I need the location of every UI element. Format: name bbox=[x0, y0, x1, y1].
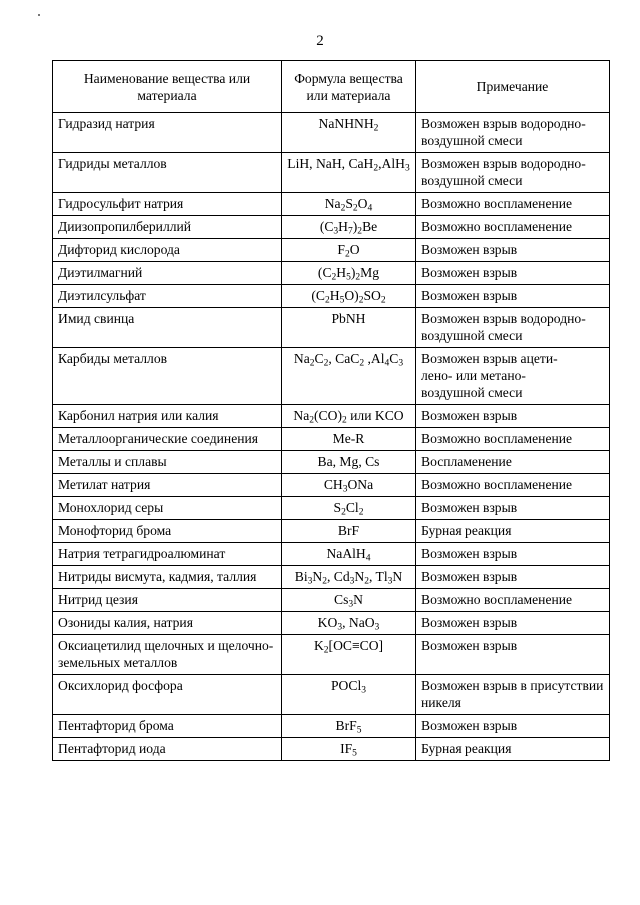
header-name: Наименование вещества или материала bbox=[53, 61, 282, 113]
substance-note: Возможно воспламенение bbox=[416, 474, 610, 497]
formula-text: C bbox=[389, 351, 399, 366]
formula-text: N bbox=[354, 569, 365, 584]
substance-note: Возможен взрыв bbox=[416, 239, 610, 262]
table-row bbox=[53, 113, 610, 153]
table-row bbox=[53, 675, 610, 715]
substance-name: Диизопропилбериллий bbox=[53, 216, 282, 239]
formula-subscript: 4 bbox=[367, 203, 373, 214]
substance-note: Возможен взрыв водородно-воздушной смеси bbox=[416, 308, 610, 348]
substance-formula bbox=[282, 543, 416, 566]
substance-note: Возможен взрыв bbox=[416, 566, 610, 589]
substance-note: Возможен взрыв bbox=[416, 543, 610, 566]
scan-speck bbox=[38, 14, 40, 16]
substance-formula bbox=[282, 715, 416, 738]
substance-name: Нитриды висмута, кадмия, таллия bbox=[53, 566, 282, 589]
substance-name: Гидросульфит натрия bbox=[53, 193, 282, 216]
formula-text: (C bbox=[319, 219, 334, 234]
substance-formula bbox=[282, 262, 416, 285]
substance-name: Металлы и сплавы bbox=[53, 451, 282, 474]
formula-subscript: 2 bbox=[373, 123, 379, 134]
substance-name: Диэтилсульфат bbox=[53, 285, 282, 308]
table-row bbox=[53, 193, 610, 216]
substance-formula bbox=[282, 113, 416, 153]
substance-note: Возможен взрыв bbox=[416, 715, 610, 738]
substance-note: Возможен взрыв bbox=[416, 497, 610, 520]
table-row bbox=[53, 153, 610, 193]
header-note: Примечание bbox=[416, 61, 610, 113]
table-row bbox=[53, 216, 610, 239]
formula-text: BrF bbox=[337, 523, 360, 538]
substance-note: Возможен взрыв bbox=[416, 262, 610, 285]
substance-name: Монохлорид серы bbox=[53, 497, 282, 520]
formula-text: (CO) bbox=[314, 408, 342, 423]
table-row bbox=[53, 520, 610, 543]
hazard-table bbox=[52, 60, 610, 761]
formula-text: O bbox=[357, 196, 368, 211]
substance-formula bbox=[282, 474, 416, 497]
substance-name: Пентафторид брома bbox=[53, 715, 282, 738]
substance-formula bbox=[282, 738, 416, 761]
formula-subscript: 5 bbox=[339, 295, 345, 306]
substance-name: Натрия тетрагидроалюминат bbox=[53, 543, 282, 566]
substance-formula bbox=[282, 675, 416, 715]
substance-note: Возможно воспламенение bbox=[416, 428, 610, 451]
formula-subscript: 2 bbox=[355, 272, 361, 283]
formula-text: S bbox=[333, 500, 342, 515]
table-row bbox=[53, 428, 610, 451]
formula-text: H bbox=[336, 265, 347, 280]
formula-text: ,AlH bbox=[378, 156, 405, 171]
formula-text: S bbox=[345, 196, 353, 211]
formula-text: H bbox=[329, 288, 340, 303]
formula-text: Me-R bbox=[332, 431, 365, 446]
formula-subscript: 3 bbox=[374, 622, 380, 633]
formula-text: Cl bbox=[345, 500, 359, 515]
formula-text: CH bbox=[323, 477, 343, 492]
formula-subscript: 3 bbox=[398, 358, 404, 369]
table-row bbox=[53, 239, 610, 262]
formula-subscript: 3 bbox=[361, 685, 366, 696]
formula-subscript: 2 bbox=[358, 507, 364, 518]
formula-text: Bi bbox=[294, 569, 308, 584]
substance-note: Бурная реакция bbox=[416, 520, 610, 543]
substance-note: Возможен взрыв в присутствии никеля bbox=[416, 675, 610, 715]
substance-name: Монофторид брома bbox=[53, 520, 282, 543]
substance-note: Возможно воспламенение bbox=[416, 193, 610, 216]
substance-note: Возможен взрыв bbox=[416, 405, 610, 428]
formula-text: H bbox=[338, 219, 348, 234]
formula-text: или KCO bbox=[346, 408, 404, 423]
table-row bbox=[53, 738, 610, 761]
formula-text: F bbox=[337, 242, 345, 257]
page-number: 2 bbox=[316, 33, 324, 49]
formula-text: N bbox=[353, 592, 363, 607]
formula-subscript: 2 bbox=[331, 272, 337, 283]
formula-subscript: 5 bbox=[356, 725, 362, 736]
formula-text: ,Al bbox=[364, 351, 385, 366]
substance-name: Карбонил натрия или калия bbox=[53, 405, 282, 428]
table-row bbox=[53, 543, 610, 566]
formula-text: K bbox=[313, 638, 324, 653]
table-row bbox=[53, 474, 610, 497]
formula-subscript: 3 bbox=[349, 576, 355, 587]
substance-name: Пентафторид иода bbox=[53, 738, 282, 761]
formula-text: N bbox=[392, 569, 403, 584]
substance-name: Гидразид натрия bbox=[53, 113, 282, 153]
substance-formula bbox=[282, 566, 416, 589]
formula-subscript: 3 bbox=[337, 622, 343, 633]
table-row bbox=[53, 612, 610, 635]
formula-subscript: 4 bbox=[384, 358, 390, 369]
formula-text: POCl bbox=[331, 678, 362, 693]
formula-text: Cs bbox=[334, 592, 349, 607]
substance-formula bbox=[282, 635, 416, 675]
formula-text: Mg bbox=[360, 265, 380, 280]
substance-name: Оксихлорид фосфора bbox=[53, 675, 282, 715]
substance-name: Метилат натрия bbox=[53, 474, 282, 497]
formula-subscript: 2 bbox=[324, 295, 330, 306]
substance-name: Дифторид кислорода bbox=[53, 239, 282, 262]
formula-subscript: 2 bbox=[341, 507, 346, 518]
formula-subscript: 2 bbox=[341, 415, 347, 426]
formula-subscript: 5 bbox=[346, 272, 351, 283]
substance-formula bbox=[282, 428, 416, 451]
substance-name: Озониды калия, натрия bbox=[53, 612, 282, 635]
formula-text: Be bbox=[362, 219, 378, 234]
formula-text: ) bbox=[352, 219, 358, 234]
substance-note: Возможен взрыв bbox=[416, 635, 610, 675]
substance-note: Бурная реакция bbox=[416, 738, 610, 761]
formula-subscript: 2 bbox=[322, 576, 327, 587]
substance-name: Нитрид цезия bbox=[53, 589, 282, 612]
substance-note: Возможен взрыв bbox=[416, 612, 610, 635]
formula-subscript: 3 bbox=[342, 484, 348, 495]
substance-note: Возможно воспламенение bbox=[416, 589, 610, 612]
formula-subscript: 5 bbox=[352, 748, 357, 759]
substance-formula bbox=[282, 520, 416, 543]
formula-subscript: 2 bbox=[340, 203, 346, 214]
substance-formula bbox=[282, 497, 416, 520]
formula-text: , Tl bbox=[369, 569, 388, 584]
formula-text: , Cd bbox=[326, 569, 350, 584]
formula-text: N bbox=[312, 569, 323, 584]
formula-subscript: 3 bbox=[307, 576, 313, 587]
formula-subscript: 3 bbox=[333, 226, 339, 237]
formula-text: (C bbox=[317, 265, 332, 280]
substance-name: Металлоорганические соединения bbox=[53, 428, 282, 451]
formula-subscript: 2 bbox=[323, 645, 329, 656]
formula-text: ONa bbox=[347, 477, 374, 492]
formula-text: SO bbox=[363, 288, 381, 303]
formula-text: KO bbox=[317, 615, 338, 630]
formula-text: PbNH bbox=[331, 311, 366, 326]
substance-formula bbox=[282, 308, 416, 348]
substance-name: Гидриды металлов bbox=[53, 153, 282, 193]
formula-subscript: 2 bbox=[309, 415, 315, 426]
substance-formula bbox=[282, 239, 416, 262]
substance-formula bbox=[282, 589, 416, 612]
formula-subscript: 3 bbox=[348, 599, 354, 610]
formula-text: BrF bbox=[335, 718, 357, 733]
substance-formula bbox=[282, 348, 416, 405]
table-row bbox=[53, 635, 610, 675]
formula-subscript: 2 bbox=[352, 203, 358, 214]
substance-formula bbox=[282, 285, 416, 308]
substance-name: Оксиацетилид щелочных и щелочно-земельных металлов bbox=[53, 635, 282, 675]
substance-formula bbox=[282, 193, 416, 216]
formula-subscript: 2 bbox=[357, 226, 363, 237]
substance-note: Возможен взрыв ацети- лено- или метано- воздушной смеси bbox=[416, 348, 610, 405]
formula-subscript: 7 bbox=[348, 226, 353, 237]
formula-subscript: 2 bbox=[358, 295, 364, 306]
table-row bbox=[53, 715, 610, 738]
formula-subscript: 2 bbox=[359, 358, 365, 369]
formula-text: ) bbox=[350, 265, 356, 280]
substance-note: Возможно воспламенение bbox=[416, 216, 610, 239]
substance-name: Диэтилмагний bbox=[53, 262, 282, 285]
substance-name: Имид свинца bbox=[53, 308, 282, 348]
formula-text: Na bbox=[293, 408, 310, 423]
formula-subscript: 2 bbox=[364, 576, 369, 587]
substance-note: Возможен взрыв bbox=[416, 285, 610, 308]
substance-note: Воспламенение bbox=[416, 451, 610, 474]
table-row bbox=[53, 589, 610, 612]
substance-note: Возможен взрыв водородно-воздушной смеси bbox=[416, 113, 610, 153]
formula-subscript: 2 bbox=[344, 249, 350, 260]
formula-text: NaAlH bbox=[326, 546, 366, 561]
formula-text: O bbox=[349, 242, 360, 257]
formula-text: NaNHNH bbox=[318, 116, 374, 131]
formula-text: (C bbox=[311, 288, 325, 303]
table-row bbox=[53, 405, 610, 428]
formula-text: , NaO bbox=[342, 615, 375, 630]
substance-name: Карбиды металлов bbox=[53, 348, 282, 405]
substance-formula bbox=[282, 451, 416, 474]
formula-text: Na bbox=[324, 196, 341, 211]
formula-text: Ba, Mg, Cs bbox=[317, 454, 380, 469]
substance-note: Возможен взрыв водородно-воздушной смеси bbox=[416, 153, 610, 193]
table-row bbox=[53, 308, 610, 348]
substance-formula bbox=[282, 153, 416, 193]
table-row bbox=[53, 451, 610, 474]
substance-formula bbox=[282, 612, 416, 635]
table-row bbox=[53, 497, 610, 520]
header-formula: Формула вещества или материала bbox=[282, 61, 416, 113]
formula-subscript: 3 bbox=[404, 163, 410, 174]
formula-text: , CaC bbox=[328, 351, 360, 366]
table-row bbox=[53, 348, 610, 405]
formula-text: IF bbox=[340, 741, 353, 756]
substance-formula bbox=[282, 216, 416, 239]
formula-text: Na bbox=[293, 351, 310, 366]
formula-subscript: 4 bbox=[365, 553, 371, 564]
formula-subscript: 2 bbox=[380, 295, 386, 306]
formula-subscript: 2 bbox=[309, 358, 315, 369]
formula-text: C bbox=[314, 351, 324, 366]
table-row bbox=[53, 285, 610, 308]
substance-formula bbox=[282, 405, 416, 428]
formula-text: LiH, NaH, CaH bbox=[287, 156, 374, 171]
formula-text: O) bbox=[344, 288, 359, 303]
table-row bbox=[53, 262, 610, 285]
formula-text: [OC≡CO] bbox=[328, 638, 384, 653]
table-row bbox=[53, 566, 610, 589]
formula-subscript: 3 bbox=[387, 576, 393, 587]
header-row bbox=[53, 61, 610, 113]
formula-subscript: 2 bbox=[373, 163, 379, 174]
formula-subscript: 2 bbox=[323, 358, 329, 369]
